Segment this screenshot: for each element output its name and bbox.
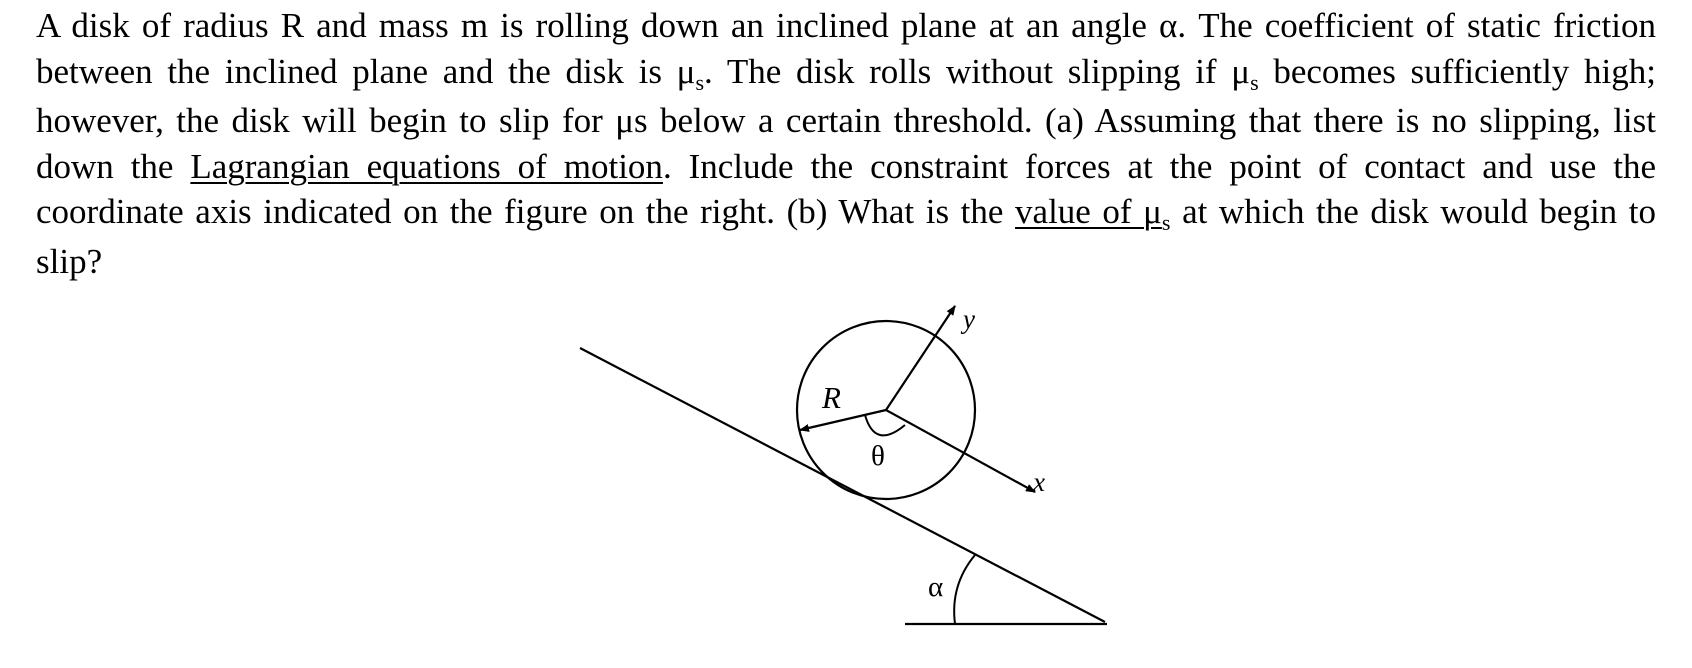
problem-text-2: . The disk rolls without slipping if μ — [704, 51, 1251, 91]
theta-label: θ — [871, 440, 885, 472]
x-axis-label: x — [1033, 467, 1045, 497]
problem-text-1: A disk of radius R and mass m is rolling down an inclined plane at an angle α. The coefficient of static friction between the inclined plane and the disk is μ — [36, 6, 1656, 91]
subscript-s-1: s — [695, 69, 705, 95]
problem-text-3: becomes sufficiently high; however, the disk will begin to slip for μs below a certain threshold. (a) Assuming that there is no slipping, list down the — [36, 51, 1656, 186]
subscript-s-3: s — [1161, 210, 1171, 235]
radius-label: R — [822, 380, 841, 415]
alpha-angle-arc — [954, 555, 975, 624]
underlined-lagrangian-equations: Lagrangian equations of motion — [190, 146, 663, 186]
x-axis-arrow — [886, 410, 1035, 492]
radius-arrow — [800, 410, 886, 430]
underlined-value-of-mu-text: value of μ — [1015, 192, 1162, 231]
problem-text-4: . Include the constraint forces at the point of contact and use the coordinate axis indicated on the figure on the right. (b) What is the — [36, 146, 1656, 231]
alpha-label: α — [928, 571, 944, 603]
subscript-s-2: s — [1250, 69, 1259, 95]
y-axis-label: y — [963, 304, 975, 334]
incline-line — [580, 348, 1105, 622]
problem-text-5: at which the disk would begin to slip? — [36, 192, 1656, 281]
